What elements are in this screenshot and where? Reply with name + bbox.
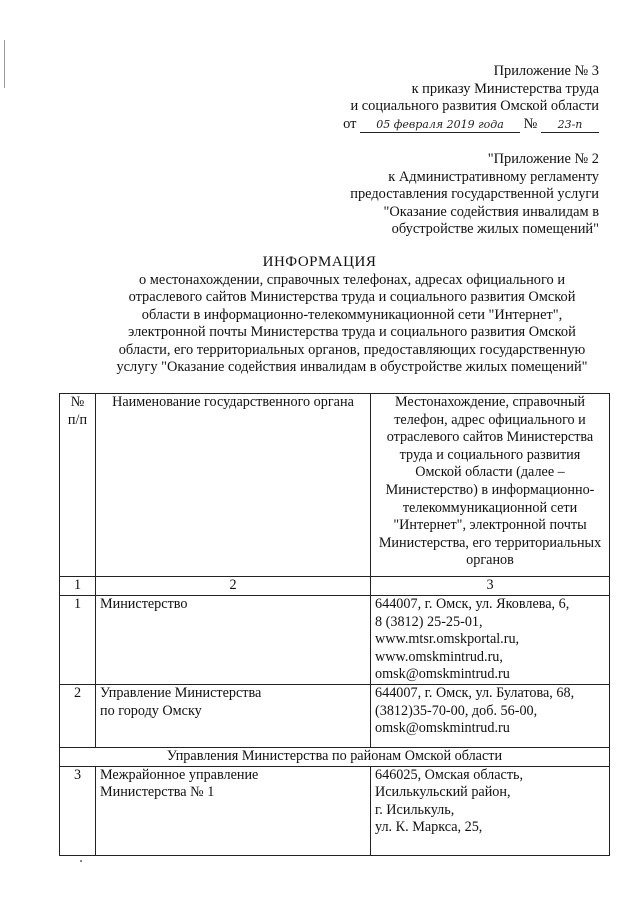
header-name: Наименование государственного органа bbox=[96, 394, 371, 577]
appendix-2-regulation-line: к Административному регламенту bbox=[388, 168, 599, 185]
intro-line: области, его территориальных органов, предоставляющих государственную bbox=[118, 341, 586, 358]
intro-line: о местонахождении, справочных телефонах, адресах официального и bbox=[138, 272, 566, 288]
intro-line: области в информационно-телекоммуникационной сети "Интернет", bbox=[141, 306, 563, 323]
scan-dot-mark bbox=[80, 860, 82, 862]
row-address: 644007, г. Омск, ул. Булатова, 68, (3812)35-70-00, доб. 56-00, omsk@omskmintrud.ru bbox=[371, 684, 610, 747]
from-label: от bbox=[343, 115, 357, 132]
header-location: Местонахождение, справочный телефон, адрес официального и отраслевого сайтов Министерства труда и социального развития Омской области (далее – Министерство) в информационно-телекоммуникационной сети "Интернет", электронной почты Министерства, его территориальных органов bbox=[371, 394, 610, 577]
appendix-3-title: Приложение № 3 bbox=[493, 63, 599, 79]
column-number: 1 bbox=[60, 577, 96, 596]
appendix-2-title: "Приложение № 2 bbox=[487, 151, 599, 167]
appendix-3-ministry-line: и социального развития Омской области bbox=[350, 98, 599, 114]
info-table bbox=[59, 393, 610, 856]
row-num: 3 bbox=[60, 766, 96, 855]
row-name: Министерство bbox=[96, 596, 371, 685]
row-num: 2 bbox=[60, 684, 96, 747]
appendix-2-service-line: предоставления государственной услуги bbox=[350, 186, 599, 202]
table-header-row bbox=[60, 394, 610, 577]
appendix-3-order-line: к приказу Министерства труда bbox=[411, 80, 599, 97]
appendix-2-service-name-line2: обустройстве жилых помещений" bbox=[391, 221, 599, 237]
handwritten-number: 23-п bbox=[541, 117, 599, 133]
handwritten-date: 05 февраля 2019 года bbox=[360, 117, 520, 133]
number-label: № bbox=[523, 115, 538, 132]
intro-line: отраслевого сайтов Министерства труда и социального развития Омской bbox=[128, 289, 576, 306]
intro-line: услугу "Оказание содействия инвалидам в обустройстве жилых помещений" bbox=[116, 359, 588, 376]
row-address: 646025, Омская область, Исилькульский район, г. Исилькуль, ул. К. Маркса, 25, bbox=[371, 766, 610, 855]
row-address: 644007, г. Омск, ул. Яковлева, 6, 8 (3812) 25-25-01, www.mtsr.omskportal.ru, www.omskmintrud.ru, omsk@omskmintrud.ru bbox=[371, 596, 610, 685]
table-row bbox=[60, 684, 610, 747]
row-num: 1 bbox=[60, 596, 96, 685]
order-date-number-line bbox=[343, 116, 599, 134]
header-num: № п/п bbox=[60, 394, 96, 577]
intro-line: электронной почты Министерства труда и социального развития Омской bbox=[128, 324, 576, 341]
scan-edge-mark bbox=[4, 40, 5, 88]
document-intro bbox=[92, 272, 612, 376]
appendix-3-header bbox=[343, 63, 599, 133]
column-number: 2 bbox=[96, 577, 371, 596]
document-title: ИНФОРМАЦИЯ bbox=[262, 254, 377, 270]
appendix-2-service-name-line1: "Оказание содействия инвалидам в bbox=[383, 203, 599, 220]
row-name: Управление Министерства по городу Омску bbox=[96, 684, 371, 747]
column-number: 3 bbox=[371, 577, 610, 596]
appendix-2-header bbox=[350, 151, 599, 239]
section-title: Управления Министерства по районам Омской области bbox=[60, 747, 610, 766]
table-row bbox=[60, 596, 610, 685]
table-row bbox=[60, 766, 610, 855]
row-name: Межрайонное управление Министерства № 1 bbox=[96, 766, 371, 855]
section-row bbox=[60, 747, 610, 766]
column-numbers-row bbox=[60, 577, 610, 596]
